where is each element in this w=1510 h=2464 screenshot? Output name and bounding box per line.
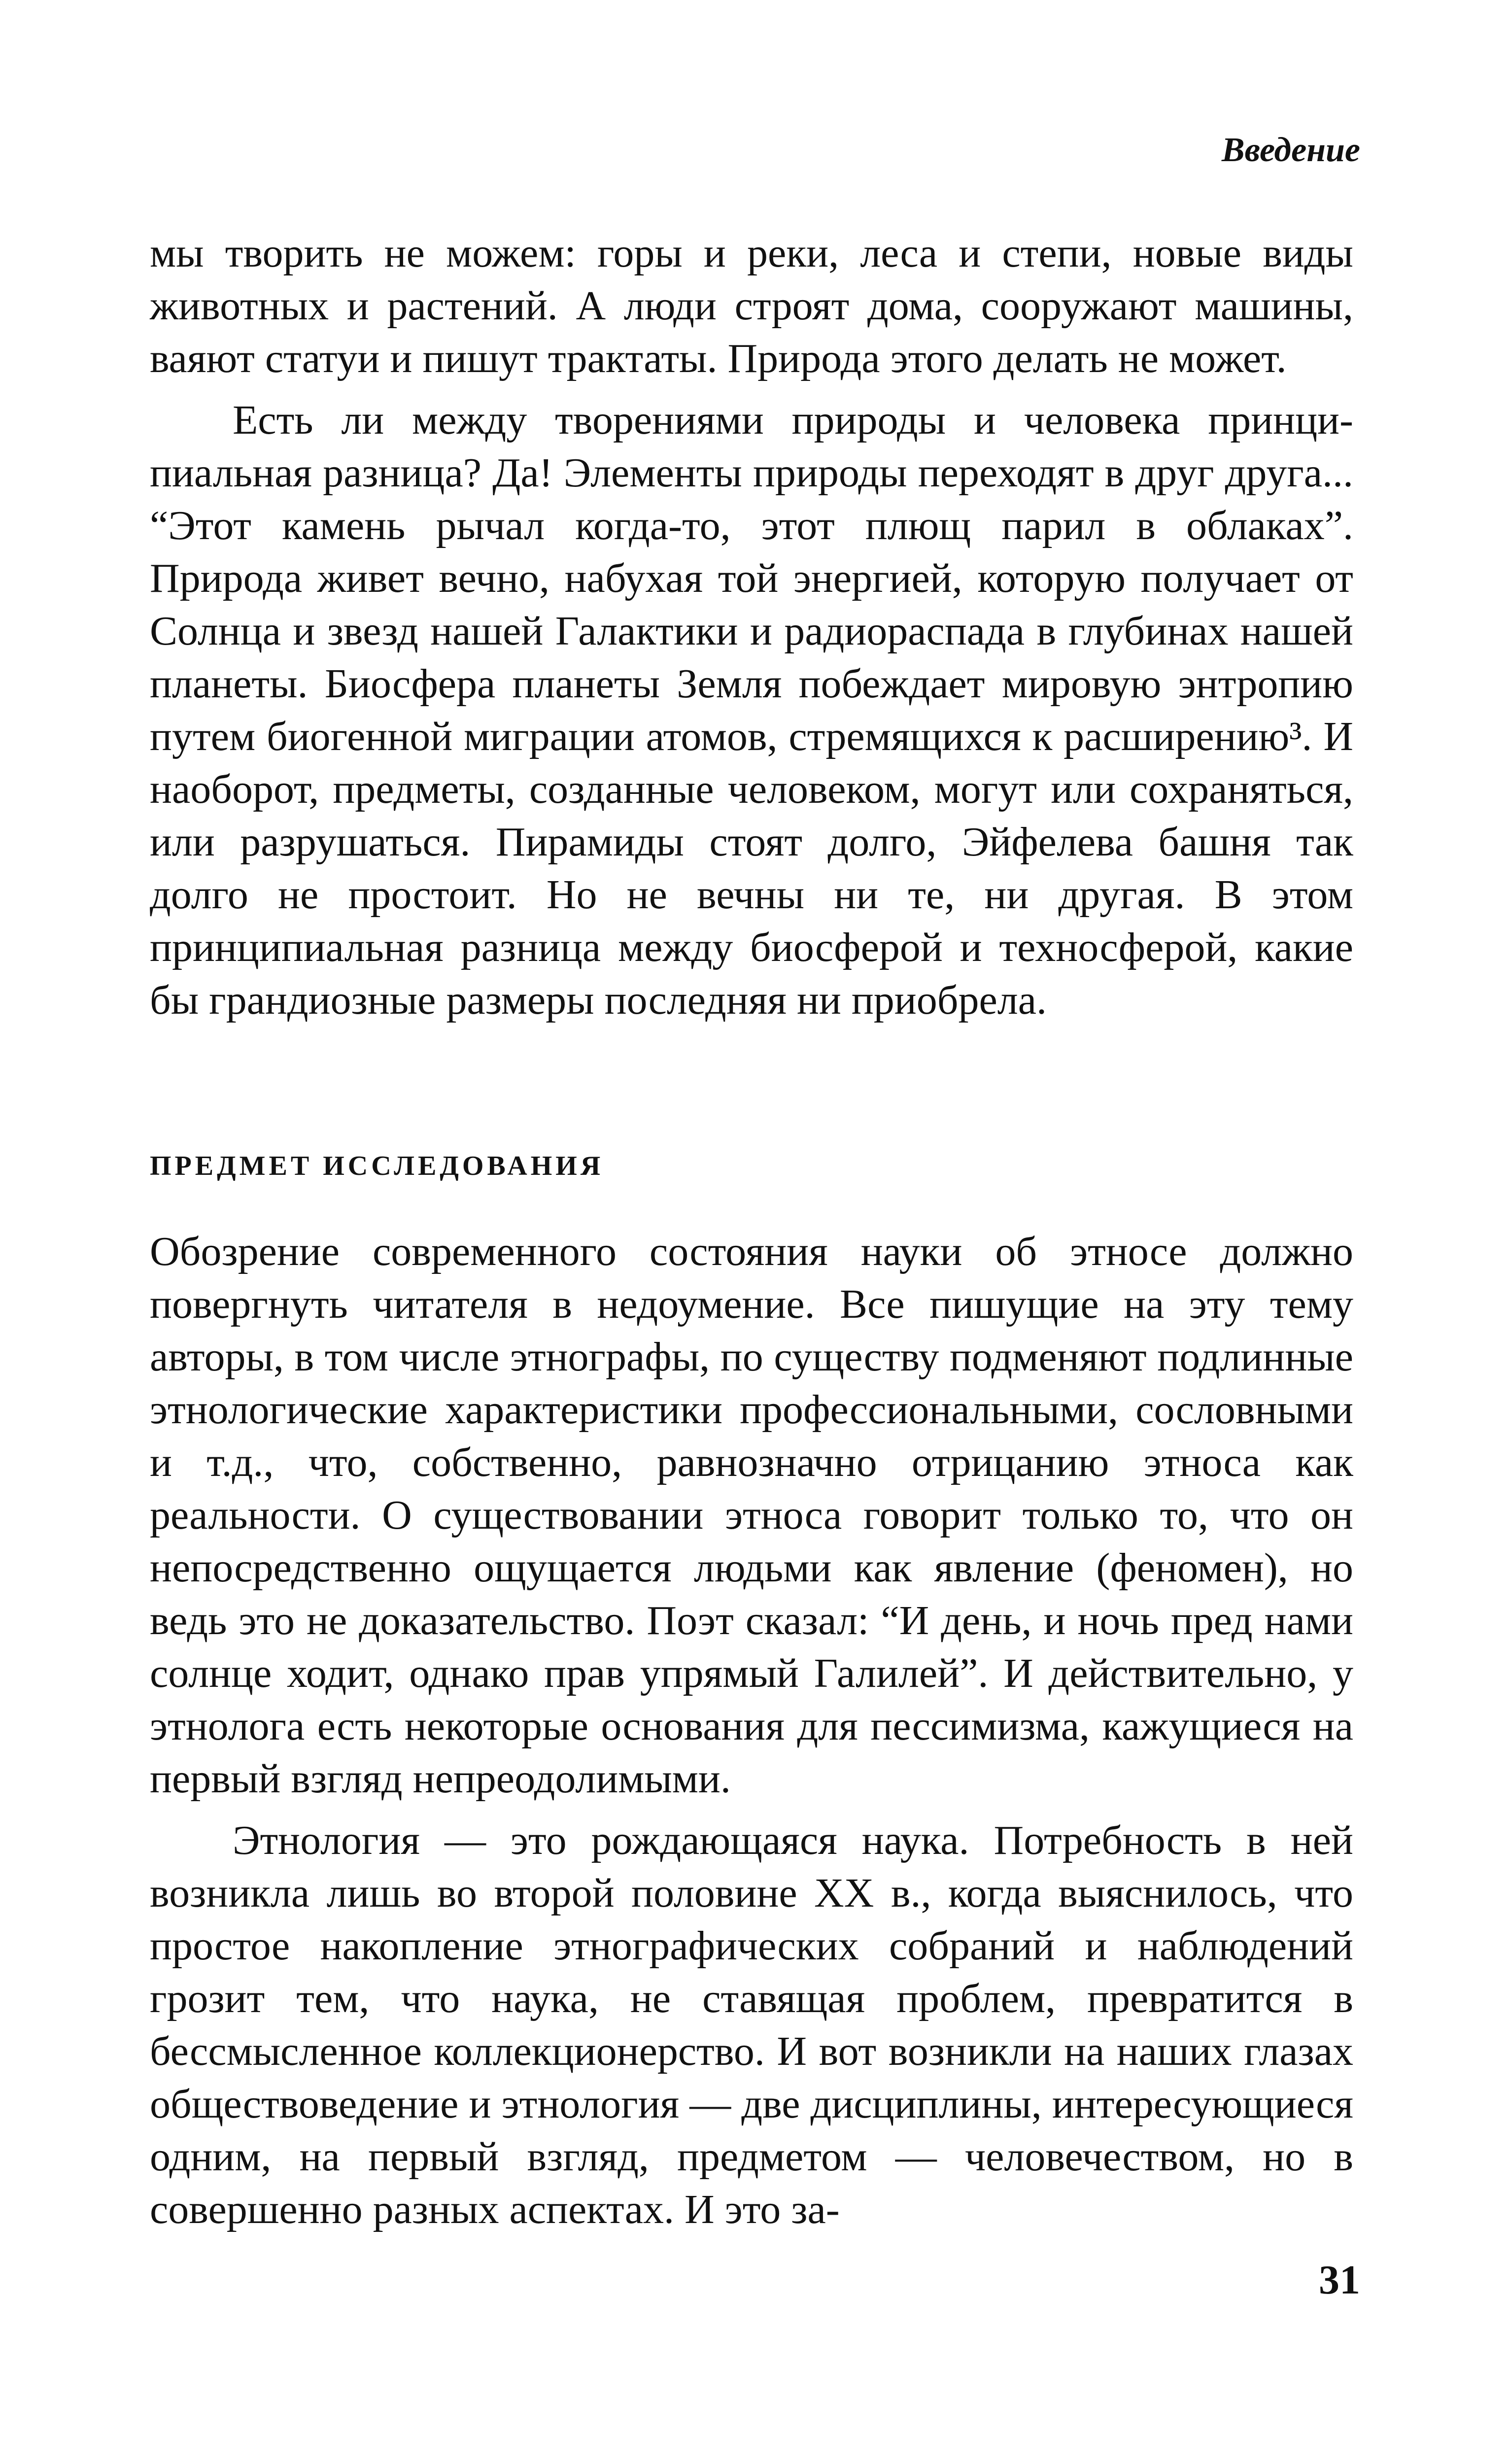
section-heading: ПРЕДМЕТ ИССЛЕДОВАНИЯ bbox=[150, 1151, 604, 1181]
running-head: Введение bbox=[1221, 131, 1360, 169]
section-subject-text bbox=[150, 1225, 1353, 2236]
paragraph: Этнология — это рождающаяся наука. Потребность в ней возникла лишь во второй половине XX в., когда выяснилось, что простое накопление этнографических собраний и наблюдений грозит тем, что наука, не ставящая проблем, превратится в бессмысленное коллекционерство. И вот возникли на наших глазах обществоведение и этнология — две дисциплины, интересующиеся одним, на первый взгляд, предметом — человечеством, но в совершенно разных аспектах. И это за- bbox=[150, 1817, 1353, 2232]
paragraph: мы творить не можем: горы и реки, леса и степи, новые виды животных и растений. А люди строят дома, сооружают машины, ваяют статуи и пишут трактаты. Природа этого делать не может. bbox=[150, 230, 1353, 381]
paragraph: Обозрение современного состояния науки об этносе должно повергнуть читателя в недоумение. Все пишущие на эту тему авторы, в том числе этнографы, по существу подменяют подлинные этнологические характеристики профессиональными, сословными и т.д., что, собственно, равнозначно отрицанию этноса как реальности. О существовании этноса говорит только то, что он непосредственно ощущается людьми как явление (феномен), но ведь это не доказательство. Поэт сказал: “И день, и ночь пред нами солнце ходит, однако прав упрямый Галилей”. И действительно, у этнолога есть некоторые основания для пессимизма, кажущиеся на первый взгляд непреодолимыми. bbox=[150, 1229, 1353, 1802]
paragraph: Есть ли между творениями природы и человека принципиальная разница? Да! Элементы природы переходят в друг друга... “Этот камень рычал когда-то, этот плющ парил в облаках”. Природа живет вечно, набухая той энергией, которую получает от Солнца и звезд нашей Галактики и радиораспада в глубинах нашей планеты. Биосфера планеты Земля побеждает мировую энтропию путем биогенной миграции атомов, стремящихся к расширению³. И наоборот, предметы, созданные человеком, могут или сохраняться, или разрушаться. Пирамиды стоят долго, Эйфелева башня так долго не простоит. Но не вечны ни те, ни другая. В этом принципиальная разница между биосферой и техносферой, какие бы грандиозные размеры последняя ни приобрела. bbox=[150, 397, 1353, 1023]
page-number: 31 bbox=[1319, 2257, 1360, 2303]
section-intro-text bbox=[150, 227, 1353, 1027]
